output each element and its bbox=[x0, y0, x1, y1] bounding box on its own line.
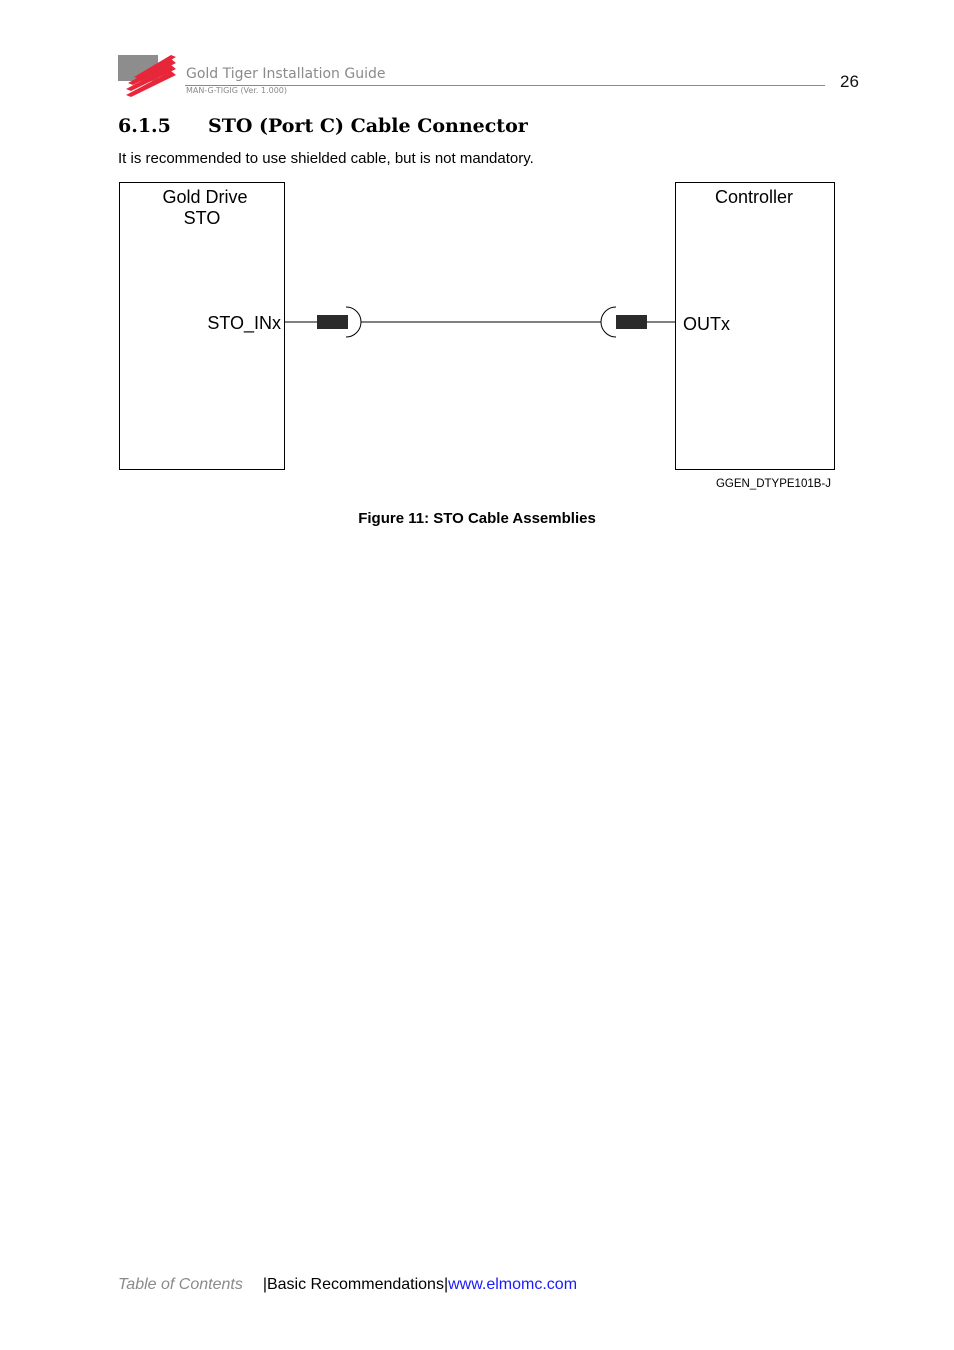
left-shield-arc bbox=[346, 307, 361, 337]
section-number: 6.1.5 bbox=[118, 115, 171, 137]
sto-inx-label: STO_INx bbox=[207, 313, 281, 333]
outx-label: OUTx bbox=[683, 314, 730, 334]
header-title: Gold Tiger Installation Guide bbox=[186, 66, 386, 82]
gold-drive-label: Gold Drive bbox=[162, 187, 248, 207]
footer-separator: | bbox=[443, 1276, 449, 1293]
sto-label: STO bbox=[183, 208, 221, 228]
body-paragraph: It is recommended to use shielded cable, but is not mandatory. bbox=[118, 150, 534, 167]
left-connector-plug bbox=[317, 315, 348, 329]
footer-separator: | bbox=[262, 1276, 267, 1293]
page-number: 26 bbox=[840, 72, 859, 91]
footer-url-link[interactable]: www.elmomc.com bbox=[448, 1276, 578, 1293]
sto-cable-diagram bbox=[0, 0, 954, 560]
controller-label: Controller bbox=[714, 187, 794, 207]
figure-code: GGEN_DTYPE101B-J bbox=[715, 478, 831, 490]
figure-caption: Figure 11: STO Cable Assemblies bbox=[358, 510, 596, 527]
footer-section: Basic Recommendations bbox=[266, 1276, 444, 1293]
right-connector-plug bbox=[616, 315, 647, 329]
section-title: STO (Port C) Cable Connector bbox=[208, 115, 528, 137]
footer bbox=[118, 1276, 577, 1294]
footer-toc-link[interactable]: Table of Contents bbox=[118, 1276, 243, 1293]
right-shield-arc bbox=[601, 307, 616, 337]
header-doc-id: MAN-G-TIGIG (Ver. 1.000) bbox=[186, 86, 287, 95]
